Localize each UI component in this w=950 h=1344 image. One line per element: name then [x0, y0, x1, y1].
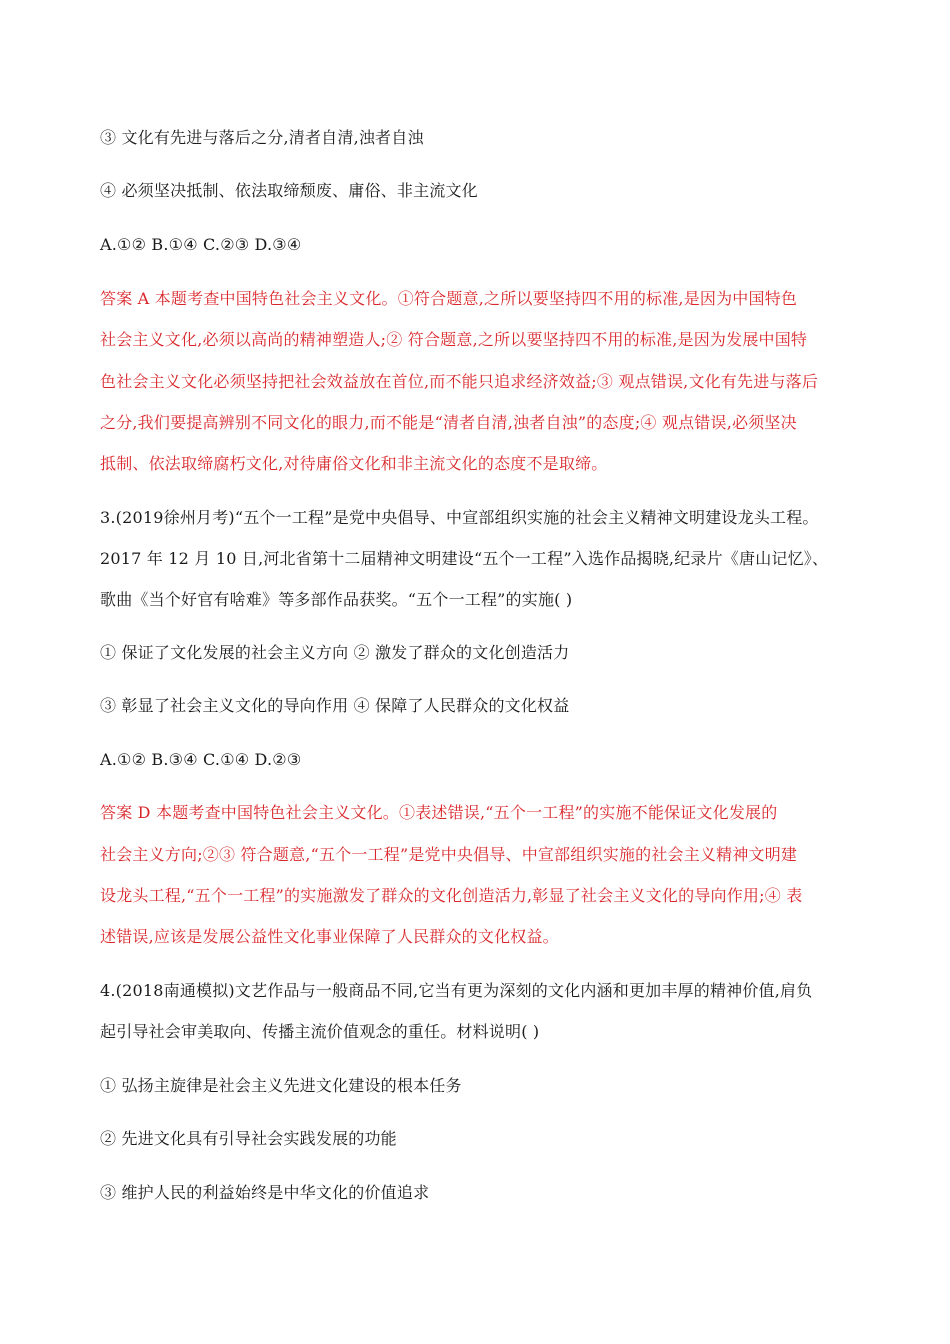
q4-stem-line: 4.(2018南通模拟)文艺作品与一般商品不同,它当有更为深刻的文化内涵和更加丰厚的精神价值,肩负 [100, 981, 813, 1000]
q2-answer-line: 抵制、依法取缔腐朽文化,对待庸俗文化和非主流文化的态度不是取缔。 [100, 454, 608, 473]
q3-answer-line: 社会主义方向;②③ 符合题意,“五个一工程”是党中央倡导、中宣部组织实施的社会主义精神文明建 [100, 845, 798, 864]
q4-option-1: ① 弘扬主旋律是社会主义先进文化建设的根本任务 [100, 1076, 462, 1095]
q3-choices: A.①② B.③④ C.①④ D.②③ [100, 750, 302, 769]
q2-option-4: ④ 必须坚决抵制、依法取缔颓废、庸俗、非主流文化 [100, 181, 478, 200]
q3-answer-line: 设龙头工程,“五个一工程”的实施激发了群众的文化创造活力,彰显了社会主义文化的导向作用;④ 表 [100, 886, 803, 905]
q2-option-3: ③ 文化有先进与落后之分,清者自清,浊者自浊 [100, 128, 424, 147]
q4-option-3: ③ 维护人民的利益始终是中华文化的价值追求 [100, 1183, 430, 1202]
q3-stem-line: 歌曲《当个好官有啥难》等多部作品获奖。“五个一工程”的实施( ) [100, 590, 573, 609]
q2-answer-line: 社会主义文化,必须以高尚的精神塑造人;② 符合题意,之所以要坚持四不用的标准,是因为发展中国特 [100, 330, 808, 349]
q3-options-3-4: ③ 彰显了社会主义文化的导向作用 ④ 保障了人民群众的文化权益 [100, 696, 570, 715]
q3-stem-line: 3.(2019徐州月考)“五个一工程”是党中央倡导、中宣部组织实施的社会主义精神文明建设龙头工程。 [100, 508, 819, 527]
q4-option-2: ② 先进文化具有引导社会实践发展的功能 [100, 1129, 397, 1148]
q3-options-1-2: ① 保证了文化发展的社会主义方向 ② 激发了群众的文化创造活力 [100, 643, 570, 662]
q4-stem-line: 起引导社会审美取向、传播主流价值观念的重任。材料说明( ) [100, 1022, 540, 1041]
q3-answer-line: 答案 D 本题考查中国特色社会主义文化。①表述错误,“五个一工程”的实施不能保证文化发展的 [100, 803, 778, 822]
q3-stem-line: 2017 年 12 月 10 日,河北省第十二届精神文明建设“五个一工程”入选作品揭晓,纪录片《唐山记忆》、 [100, 549, 829, 568]
q2-answer-line: 色社会主义文化必须坚持把社会效益放在首位,而不能只追求经济效益;③ 观点错误,文化有先进与落后 [100, 372, 819, 391]
q3-answer-line: 述错误,应该是发展公益性文化事业保障了人民群众的文化权益。 [100, 927, 559, 946]
q2-answer-line: 答案 A 本题考查中国特色社会主义文化。①符合题意,之所以要坚持四不用的标准,是因为中国特色 [100, 289, 798, 308]
q2-answer-line: 之分,我们要提高辨别不同文化的眼力,而不能是“清者自清,浊者自浊”的态度;④ 观点错误,必须坚决 [100, 413, 797, 432]
q2-choices: A.①② B.①④ C.②③ D.③④ [100, 235, 302, 254]
